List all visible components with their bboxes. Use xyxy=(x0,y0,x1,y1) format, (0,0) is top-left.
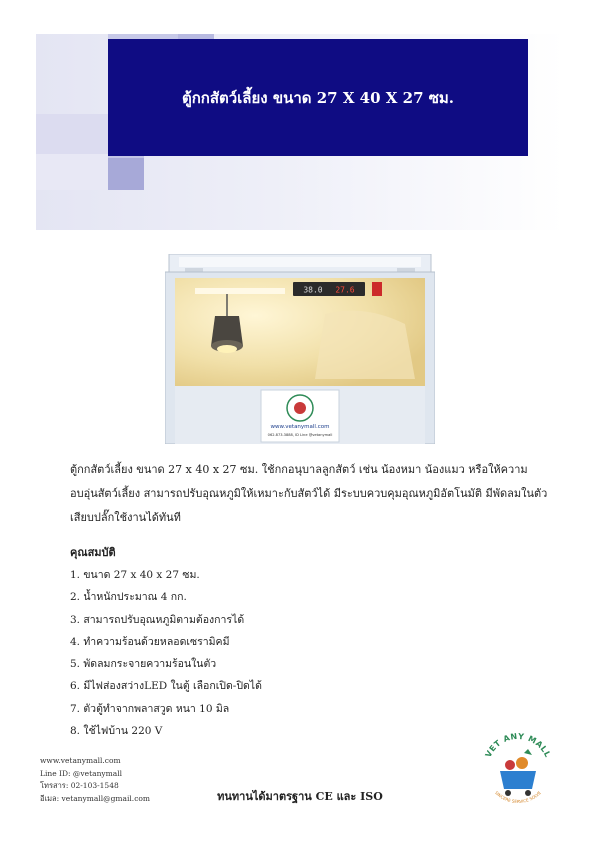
page-title: ตู้กกสัตว์เลี้ยง ขนาด 27 X 40 X 27 ซม. xyxy=(181,88,455,107)
list-item: 5. พัดลมกระจายความร้อนในตัว xyxy=(70,658,217,671)
controller-right-display: 27.6 xyxy=(335,285,355,295)
svg-text:SINCERE SERVICE SOLVE: SINCERE SERVICE SOLVE xyxy=(494,790,542,805)
controller-left-display: 38.0 xyxy=(303,285,323,295)
product-description: ตู้กกสัตว์เลี้ยง ขนาด 27 x 40 x 27 ซม. ใช้กกอนุบาลลูกสัตว์ เช่น น้องหมา น้องแมว หรือให้ความอบอุ่นสัตว์เลี้ยง สามารถปรับอุณหภูมิให้เหมาะกับสัตว์ได้ มีระบบควบคุมอุณหภูมิอัตโนมัติ มีพัดลมในตัว เสียบปลั๊กใช้งานได้ทันที xyxy=(70,463,548,524)
list-item: 6. มีไฟส่องสว่างLED ในตู้ เลือกเปิด-ปิดได้ xyxy=(70,680,262,693)
list-item: 2. น้ำหนักประมาณ 4 กก. xyxy=(70,591,187,604)
list-item: 8. ใช้ไฟบ้าน 220 V xyxy=(70,725,163,738)
product-photo xyxy=(165,254,435,444)
properties-heading: คุณสมบัติ xyxy=(70,546,116,559)
list-item: 1. ขนาด 27 x 40 x 27 ซม. xyxy=(70,569,200,581)
sticker-url: www.vetanymall.com xyxy=(270,424,330,430)
certification-text: ทนทานได้มาตรฐาน CE และ ISO xyxy=(217,790,383,803)
sticker-contact: 062.873.3888, ID Line @vetanymall xyxy=(267,433,333,437)
brand-logo xyxy=(476,727,560,811)
email-address[interactable]: อีเมล: vetanymall@gmail.com xyxy=(40,793,151,803)
list-item: 4. ทำความร้อนด้วยหลอดเซรามิคมี xyxy=(70,635,230,648)
svg-text:VET ANY MALL: VET ANY MALL xyxy=(483,731,553,759)
list-item: 7. ตัวตู้ทำจากพลาสวูด หนา 10 มิล xyxy=(70,702,230,715)
website-link[interactable]: www.vetanymall.com xyxy=(40,756,121,765)
line-id: Line ID: @vetanymall xyxy=(40,768,123,778)
list-item: 3. สามารถปรับอุณหภูมิตามต้องการได้ xyxy=(70,613,245,626)
phone-number: โทรสาร: 02-103-1548 xyxy=(40,781,119,790)
properties-list xyxy=(70,564,262,742)
